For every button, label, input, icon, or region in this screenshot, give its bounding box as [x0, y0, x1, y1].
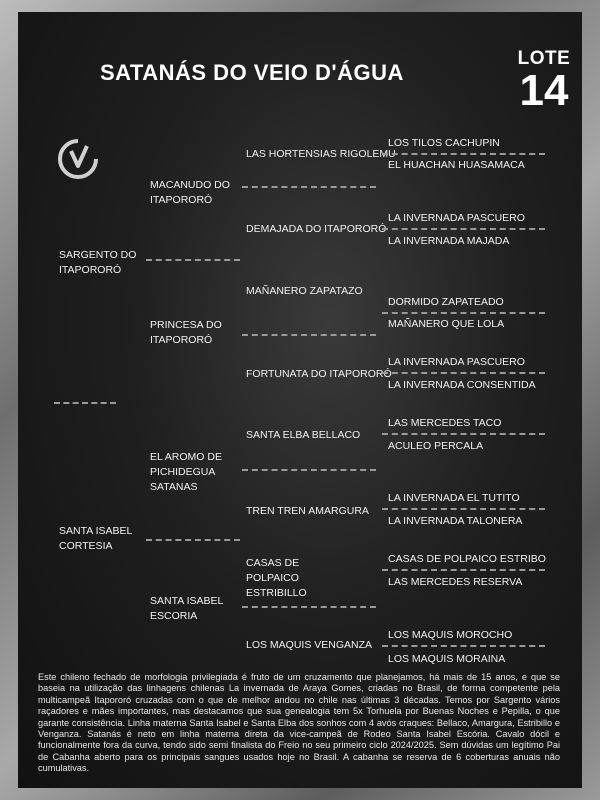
ancestor-name: DORMIDO ZAPATEADO — [388, 296, 504, 308]
divider-line — [382, 153, 545, 155]
divider-line — [242, 469, 376, 471]
ancestor-name: CASAS DE POLPAICO ESTRIBILLO — [246, 557, 307, 599]
divider-line — [242, 606, 376, 608]
granddam-name: SANTA ISABEL ESCORIA — [150, 595, 223, 622]
ancestor-name: TREN TREN AMARGURA — [246, 505, 369, 517]
ancestor-name: LA INVERNADA PASCUERO — [388, 356, 525, 368]
ancestor-name: LOS MAQUIS VENGANZA — [246, 639, 373, 651]
ancestor-name: LOS TILOS CACHUPIN — [388, 137, 500, 149]
v-logo-icon — [58, 138, 98, 180]
ancestor-name: LAS HORTENSIAS RIGOLEMU — [246, 148, 396, 160]
ancestor-name: LOS MAQUIS MORAINA — [388, 653, 506, 665]
ancestor-name: CASAS DE POLPAICO ESTRIBO — [388, 553, 546, 565]
divider-line — [54, 402, 116, 404]
sire-name: SARGENTO DO ITAPORORÓ — [59, 249, 137, 276]
ancestor-name: LAS MERCEDES RESERVA — [388, 576, 523, 588]
horse-name-title: SATANÁS DO VEIO D'ÁGUA — [100, 60, 404, 85]
lot-label: LOTE — [517, 48, 571, 69]
ancestor-name: ACULEO PERCALA — [388, 440, 484, 452]
ancestor-name: LA INVERNADA CONSENTIDA — [388, 379, 536, 391]
divider-line — [382, 645, 545, 647]
ancestor-name: MAÑANERO ZAPATAZO — [246, 285, 363, 297]
ancestor-name: LA INVERNADA EL TUTITO — [388, 492, 520, 504]
ancestor-name: DEMAJADA DO ITAPORORÓ — [246, 223, 387, 235]
ancestor-name: LAS MERCEDES TACO — [388, 417, 502, 429]
divider-line — [382, 433, 545, 435]
granddam-name: PRINCESA DO ITAPORORÓ — [150, 319, 222, 346]
lot-card — [18, 12, 582, 788]
ancestor-name: LOS MAQUIS MOROCHO — [388, 629, 513, 641]
ancestor-name: LA INVERNADA TALONERA — [388, 515, 523, 527]
divider-line — [146, 539, 240, 541]
divider-line — [382, 569, 545, 571]
horse-description: Este chileno fechado de morfologia privilegiada é fruto de um cruzamento que planejamos, há mais de 15 anos, e que se baseia na utilização das linhagens chilenas La invernada de Araya Gomes, criadas no Brasil, de forma competente pela multicampeã Itapororó cruzadas com o que de melhor andou no chile nas últimas 3 décadas. Temos por Sargento vários raçadores e mães importantes, mas destacamos que sua genealogia tem 5x Torhuela por Buenas Noches e Pepilla, o que garante consistência. Linha materna Santa Isabel e Santa Elba dos sonhos com 4 avós craques: Bellaco, Amargura, Estribillo e Venganza. Satanás é neto em linha materna direta da vice-campeã de Rodeo Santa Isabel Escória. Cavalo dócil e funcionalmente fora da curva, tendo sido semi finalista do Freio no seu primeiro ciclo 2024/2025. Sem dúvidas um legítimo Pai de Cabanha aberto para os principais sangues usados hoje no Brasil. A cabanha se reserva de 6 coberturas anuais não cumulativas. — [38, 672, 560, 774]
ancestor-name: LA INVERNADA MAJADA — [388, 235, 510, 247]
grandsire-name: EL AROMO DE PICHIDEGUA SATANAS — [150, 451, 222, 493]
ancestor-name: LA INVERNADA PASCUERO — [388, 212, 525, 224]
divider-line — [382, 228, 545, 230]
divider-line — [382, 372, 545, 374]
divider-line — [242, 186, 376, 188]
lot-number: 14 — [519, 66, 569, 115]
ancestor-name: SANTA ELBA BELLACO — [246, 429, 361, 441]
divider-line — [146, 259, 240, 261]
divider-line — [382, 312, 545, 314]
divider-line — [242, 334, 376, 336]
dam-name: SANTA ISABEL CORTESIA — [59, 525, 132, 552]
divider-line — [382, 508, 545, 510]
grandsire-name: MACANUDO DO ITAPORORÓ — [150, 179, 230, 206]
ancestor-name: FORTUNATA DO ITAPORORÓ — [246, 368, 392, 380]
ancestor-name: EL HUACHAN HUASAMACA — [388, 159, 525, 171]
ancestor-name: MAÑANERO QUE LOLA — [388, 318, 505, 330]
